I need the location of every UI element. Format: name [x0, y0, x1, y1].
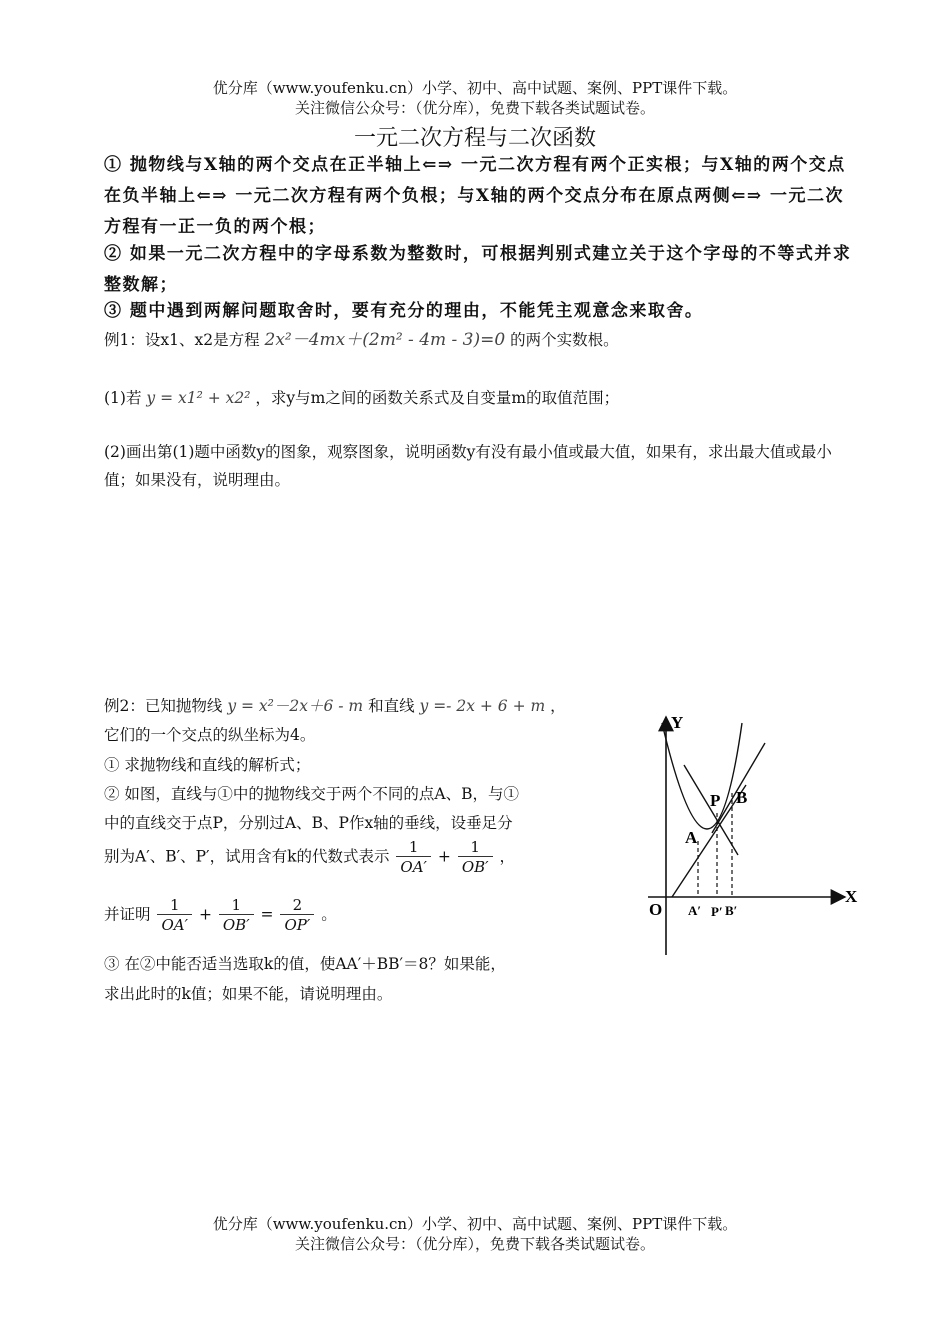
- example2-line2: 它们的一个交点的纵坐标为4。: [104, 726, 316, 744]
- fraction-denominator: OA′: [157, 914, 192, 935]
- example1-q1: [104, 384, 619, 412]
- example2-part3b: 求出此时的k值；如果不能，请说明理由。: [104, 985, 393, 1003]
- label-b-prime: B′: [725, 903, 738, 918]
- example1-intro-suffix: 的两个实数根。: [510, 331, 619, 349]
- example2-part2d-suffix: 。: [321, 905, 337, 924]
- example1-q1-formula: y = x1² + x2²: [146, 389, 251, 407]
- label-p-prime: P′: [711, 904, 723, 919]
- example2-line1: [104, 692, 566, 720]
- fraction-1-over-ob: [219, 896, 254, 935]
- example2-line1-suffix: ，: [550, 697, 566, 715]
- fraction-numerator: 1: [408, 838, 419, 856]
- label-a: A: [685, 828, 698, 847]
- example2-part1: ① 求抛物线和直线的解析式；: [104, 756, 311, 774]
- example2-part2b: 中的直线交于点P，分别过A、B、P作x轴的垂线，设垂足分: [104, 814, 513, 832]
- header-line-2: 关注微信公众号：（优分库），免费下载各类试题试卷。: [294, 99, 655, 117]
- fraction-1-over-oa: [396, 838, 431, 877]
- fraction-numerator: 1: [470, 838, 480, 856]
- example2-part2d: [104, 896, 337, 935]
- fraction-denominator: OB′: [458, 856, 493, 877]
- note-3: ③ 题中遇到两解问题取舍时，要有充分的理由，不能凭主观意念来取舍。: [104, 301, 704, 321]
- note-1: ① 抛物线与X轴的两个交点在正半轴上⇐⇒ 一元二次方程有两个正实根；与X轴的两个交点在负半轴上⇐⇒ 一元二次方程有两个负根；与X轴的两个交点分布在原点两侧⇐⇒ 一元二次方程有一正一负的两个根；: [104, 155, 846, 237]
- example2-part2c-suffix: ，: [499, 847, 516, 866]
- fraction-numerator: 1: [231, 896, 242, 914]
- example1-intro-prefix: 例1：设x1、x2是方程: [104, 331, 260, 349]
- label-o: O: [649, 900, 663, 919]
- parabola-curve: [662, 723, 742, 829]
- example2-part2c: [104, 838, 515, 877]
- fraction-1-over-oa: [157, 896, 192, 935]
- fraction-numerator: 2: [292, 896, 303, 914]
- line-through-origin: [672, 785, 746, 897]
- label-a-prime: A′: [688, 903, 702, 918]
- example2-line1-prefix: 例2：已知抛物线: [104, 697, 223, 715]
- example2-part2d-prefix: 并证明: [104, 905, 151, 924]
- label-b: B: [736, 788, 748, 807]
- note-2: ② 如果一元二次方程中的字母系数为整数时，可根据判别式建立关于这个字母的不等式并求整数解；: [104, 244, 852, 295]
- label-x: X: [845, 887, 858, 906]
- example2-part3a: ③ 在②中能否适当选取k的值，使AA′＋BB′＝8？如果能，: [104, 955, 506, 973]
- equals-sign: =: [260, 905, 274, 924]
- example1-q1-suffix: ，求y与m之间的函数关系式及自变量m的取值范围；: [255, 389, 620, 407]
- fraction-1-over-ob: [458, 838, 493, 877]
- example1-q1-prefix: (1)若: [104, 389, 142, 407]
- footer-line-2: 关注微信公众号：（优分库），免费下载各类试题试卷。: [294, 1235, 655, 1253]
- plus-sign: +: [437, 847, 451, 866]
- example2-graph: [640, 705, 870, 960]
- fraction-denominator: OP′: [280, 914, 314, 935]
- example2-parabola: y = x²－2x＋6 - m: [227, 697, 364, 715]
- fraction-2-over-op: [280, 896, 314, 935]
- page-title: 一元二次方程与二次函数: [353, 126, 596, 151]
- example1-q2: (2)画出第(1)题中函数y的图象，观察图象，说明函数y有没有最小值或最大值，如果有，求出最大值或最小值；如果没有，说明理由。: [104, 443, 832, 489]
- fraction-denominator: OB′: [219, 914, 254, 935]
- example1-equation: 2x²－4mx＋(2m² - 4m - 3)=0: [264, 330, 506, 350]
- example2-part2c-prefix: 别为A′、B′、P′，试用含有k的代数式表示: [104, 847, 390, 866]
- plus-sign: +: [198, 905, 212, 924]
- header-line-1: 优分库（www.youfenku.cn）小学、初中、高中试题、案例、PPT课件下载。: [212, 79, 738, 97]
- example2-part2a: ② 如图，直线与①中的抛物线交于两个不同的点A、B，与①: [104, 785, 520, 803]
- label-p: P: [710, 791, 721, 810]
- fraction-denominator: OA′: [396, 856, 431, 877]
- example2-line: y =- 2x + 6 + m: [419, 697, 546, 715]
- example1-intro: [104, 326, 619, 354]
- label-y: Y: [671, 713, 684, 732]
- example2-line1-mid: 和直线: [368, 697, 415, 715]
- footer-line-1: 优分库（www.youfenku.cn）小学、初中、高中试题、案例、PPT课件下载。: [212, 1215, 738, 1233]
- fraction-numerator: 1: [169, 896, 180, 914]
